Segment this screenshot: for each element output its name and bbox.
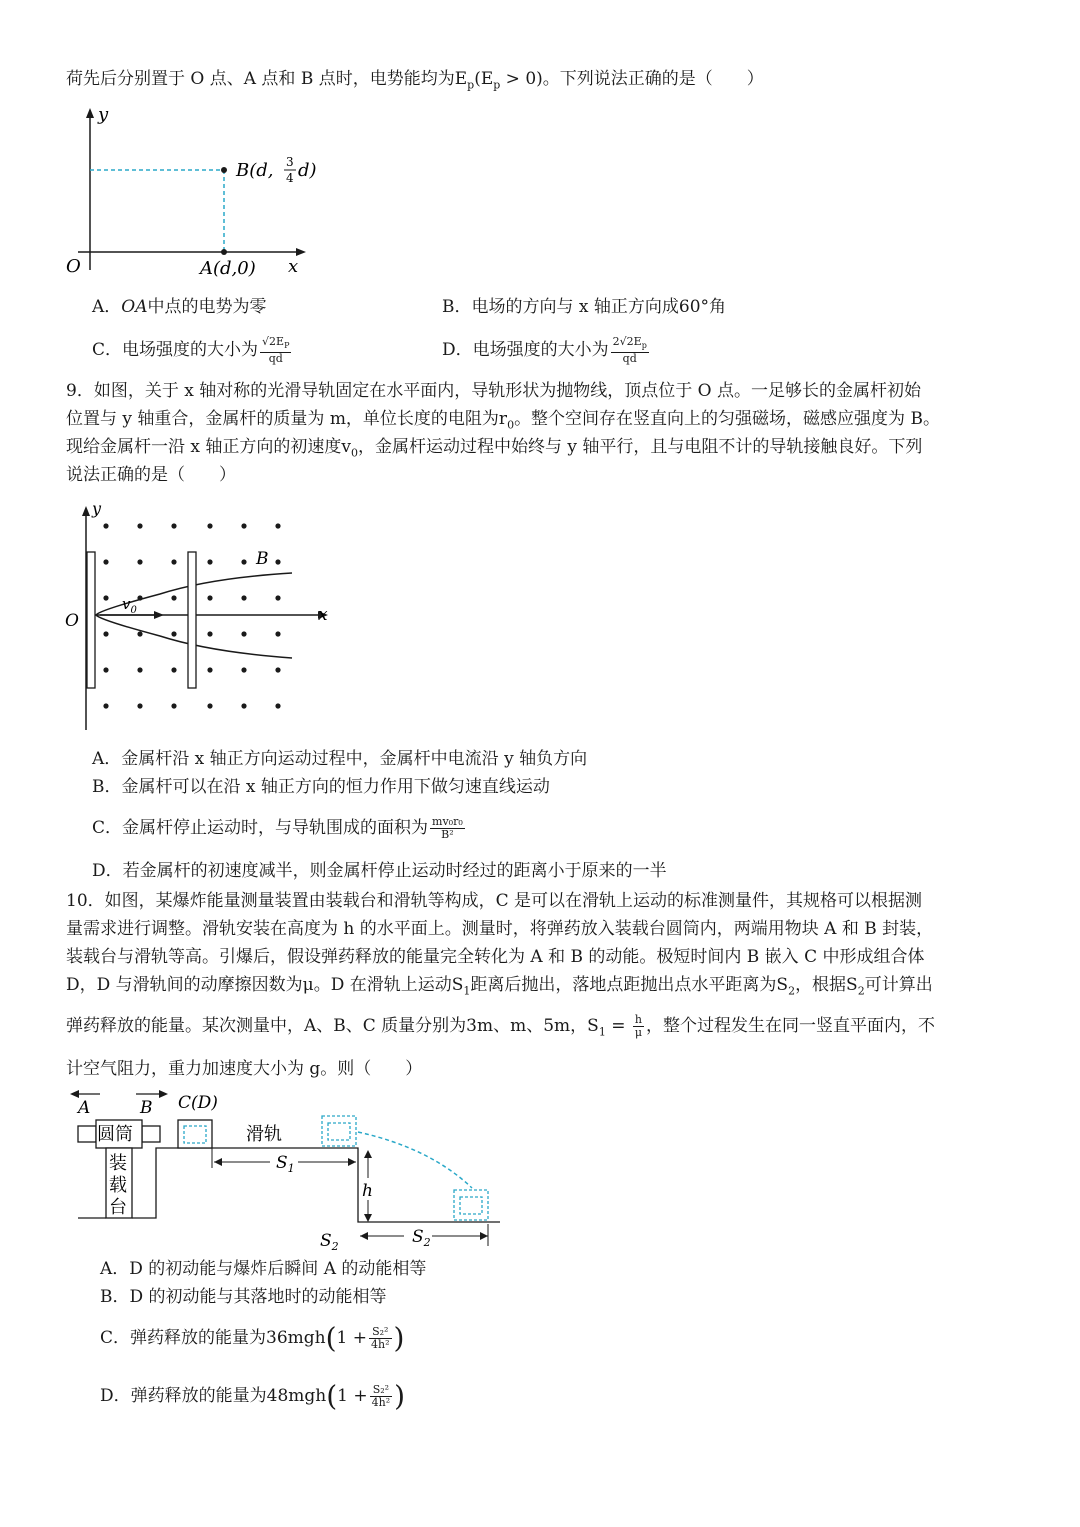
label-b: B (140, 1098, 153, 1118)
q9-line-1: 9．如图，关于 x 轴对称的光滑导轨固定在水平面内，导轨形状为抛物线，顶点位于 O 点。一足够长的金属杆初始 (66, 381, 921, 401)
s2-left-label: $S_2$ (320, 1231, 339, 1253)
q10-figure (70, 1086, 510, 1256)
q10-line-5: 弹药释放的能量。某次测量中，A、B、C 质量分别为3m、m、5m，$S_1$ = $\frac{h}{\mu}$ ，整个过程发生在同一竖直平面内，不 (66, 1013, 936, 1039)
field-dot (275, 523, 280, 528)
q9-option-a[interactable]: A．金属杆沿 x 轴正方向运动过程中，金属杆中电流沿 y 轴负方向 (92, 749, 588, 769)
field-dot (137, 595, 142, 600)
rod-initial (87, 552, 95, 688)
field-dot (137, 523, 142, 528)
field-dot (275, 631, 280, 636)
q8-option-c[interactable]: C．电场强度的大小为 $\frac{√2E_P}{qd}$ (92, 335, 290, 366)
q8-option-b[interactable]: B．电场的方向与 x 轴正方向成60°角 (442, 297, 727, 317)
q9-line-4: 说法正确的是（ ） (66, 465, 236, 485)
field-dot (137, 667, 142, 672)
field-dot (275, 667, 280, 672)
q10-line-1: 10．如图，某爆炸能量测量装置由装载台和滑轨等构成，C 是可以在滑轨上运动的标准测量件，其规格可以根据测 (66, 891, 923, 911)
field-dot (171, 559, 176, 564)
field-dot (171, 631, 176, 636)
q10-line-4: D，D 与滑轨间的动摩擦因数为μ。D 在滑轨上运动$S_1$距离后抛出，落地点距抛出点水平距离为$S_2$，根据$S_2$可计算出 (66, 975, 933, 998)
field-dot (103, 703, 108, 708)
field-dot (207, 631, 212, 636)
point-b-label: B(d, (236, 160, 274, 181)
field-dot (171, 703, 176, 708)
svg-text:台: 台 (109, 1197, 127, 1218)
svg-text:载: 载 (109, 1175, 127, 1196)
velocity-label: $v_0$ (122, 595, 137, 616)
field-dot (275, 703, 280, 708)
axis-x-label: x (288, 256, 299, 277)
field-dot (241, 523, 246, 528)
rod-moving (188, 552, 196, 688)
field-dot (207, 595, 212, 600)
q10-option-a[interactable]: A．D 的初动能与爆炸后瞬间 A 的动能相等 (100, 1259, 427, 1279)
field-dot (241, 703, 246, 708)
q10-line-3: 装载台与滑轨等高。引爆后，假设弹药释放的能量完全转化为 A 和 B 的动能。极短时间内 B 嵌入 C 中形成组合体 (66, 947, 925, 967)
q8-figure (60, 100, 340, 285)
q8-option-a[interactable]: A．OA中点的电势为零 (92, 297, 267, 317)
field-dot (207, 559, 212, 564)
field-dot (275, 559, 280, 564)
field-dot (207, 523, 212, 528)
tube-label: 圆筒 (97, 1124, 133, 1145)
field-dot (171, 595, 176, 600)
point-b-frac-den: 4 (286, 171, 294, 185)
q9-option-d[interactable]: D．若金属杆的初速度减半，则金属杆停止运动时经过的距离小于原来的一半 (92, 861, 667, 881)
field-dot (103, 595, 108, 600)
q9-line-3: 现给金属杆一沿 x 轴正方向的初速度$v_0$，金属杆运动过程中始终与 y 轴平行，且与电阻不计的导轨接触良好。下列 (66, 437, 923, 460)
label-cd: C(D) (178, 1093, 218, 1113)
point-a-label: A(d,0) (200, 258, 256, 279)
q10-line-2: 量需求进行调整。滑轨安装在高度为 h 的水平面上。测量时，将弹药放入装载台圆筒内，两端用物块 A 和 B 封装， (66, 919, 934, 939)
svg-text:装: 装 (109, 1153, 127, 1174)
field-dot (171, 523, 176, 528)
q9-line-2: 位置与 y 轴重合，金属杆的质量为 m，单位长度的电阻为$r_0$。整个空间存在竖直向上的匀强磁场，磁感应强度为 B。 (66, 409, 940, 432)
q10-option-c[interactable]: C．弹药释放的能量为36mgh(1 + $\frac{\text{S₂²}}{\text{4h²}}$ ) (100, 1321, 405, 1355)
axis-y-label: y (98, 104, 109, 125)
q8-intro-line: 荷先后分别置于 O 点、A 点和 B 点时，电势能均为$E_p(E_p > 0)$。下列说法正确的是（ ） (66, 69, 764, 92)
field-dot (103, 631, 108, 636)
field-dot (241, 595, 246, 600)
field-dot (137, 631, 142, 636)
q10-line-6: 计空气阻力，重力加速度大小为 g。则（ ） (66, 1059, 423, 1079)
q10-option-d[interactable]: D．弹药释放的能量为48mgh(1 + $\frac{\text{S₂²}}{\text{4h²}}$ ) (100, 1379, 406, 1413)
field-dot (137, 703, 142, 708)
h-label: h (362, 1181, 373, 1201)
point-b-end: d) (298, 160, 317, 181)
field-dot (103, 523, 108, 528)
field-dot (103, 559, 108, 564)
q10-option-b[interactable]: B．D 的初动能与其落地时的动能相等 (100, 1287, 387, 1307)
origin-label: O (66, 256, 81, 277)
axis-x-label: x (318, 605, 328, 625)
point-b (221, 167, 227, 173)
field-dot (241, 631, 246, 636)
field-dot (137, 559, 142, 564)
field-dot (103, 667, 108, 672)
field-dot (241, 559, 246, 564)
field-dot (207, 703, 212, 708)
origin-label: O (65, 611, 79, 631)
field-dot (171, 667, 176, 672)
field-b-label: B (256, 549, 269, 569)
q9-figure (60, 498, 350, 738)
field-dot (241, 667, 246, 672)
block-c (178, 1120, 212, 1148)
rail-label: 滑轨 (246, 1124, 282, 1145)
label-a: A (78, 1098, 91, 1118)
field-dot (207, 667, 212, 672)
axis-y-label: y (92, 499, 102, 518)
s1-label: $S_1$ (276, 1153, 295, 1175)
q8-option-d[interactable]: D．电场强度的大小为 $\frac{2√2E_p}{qd}$ (442, 335, 647, 366)
q9-option-c[interactable]: C．金属杆停止运动时，与导轨围成的面积为 $\frac{\text{mv₀r₀}}{\text{B²}}$ (92, 815, 463, 841)
field-dot (275, 595, 280, 600)
q9-option-b[interactable]: B．金属杆可以在沿 x 轴正方向的恒力作用下做匀速直线运动 (92, 777, 550, 797)
point-a (221, 249, 227, 255)
s2-label: $S_2$ (412, 1227, 431, 1249)
point-b-frac-num: 3 (286, 155, 294, 169)
